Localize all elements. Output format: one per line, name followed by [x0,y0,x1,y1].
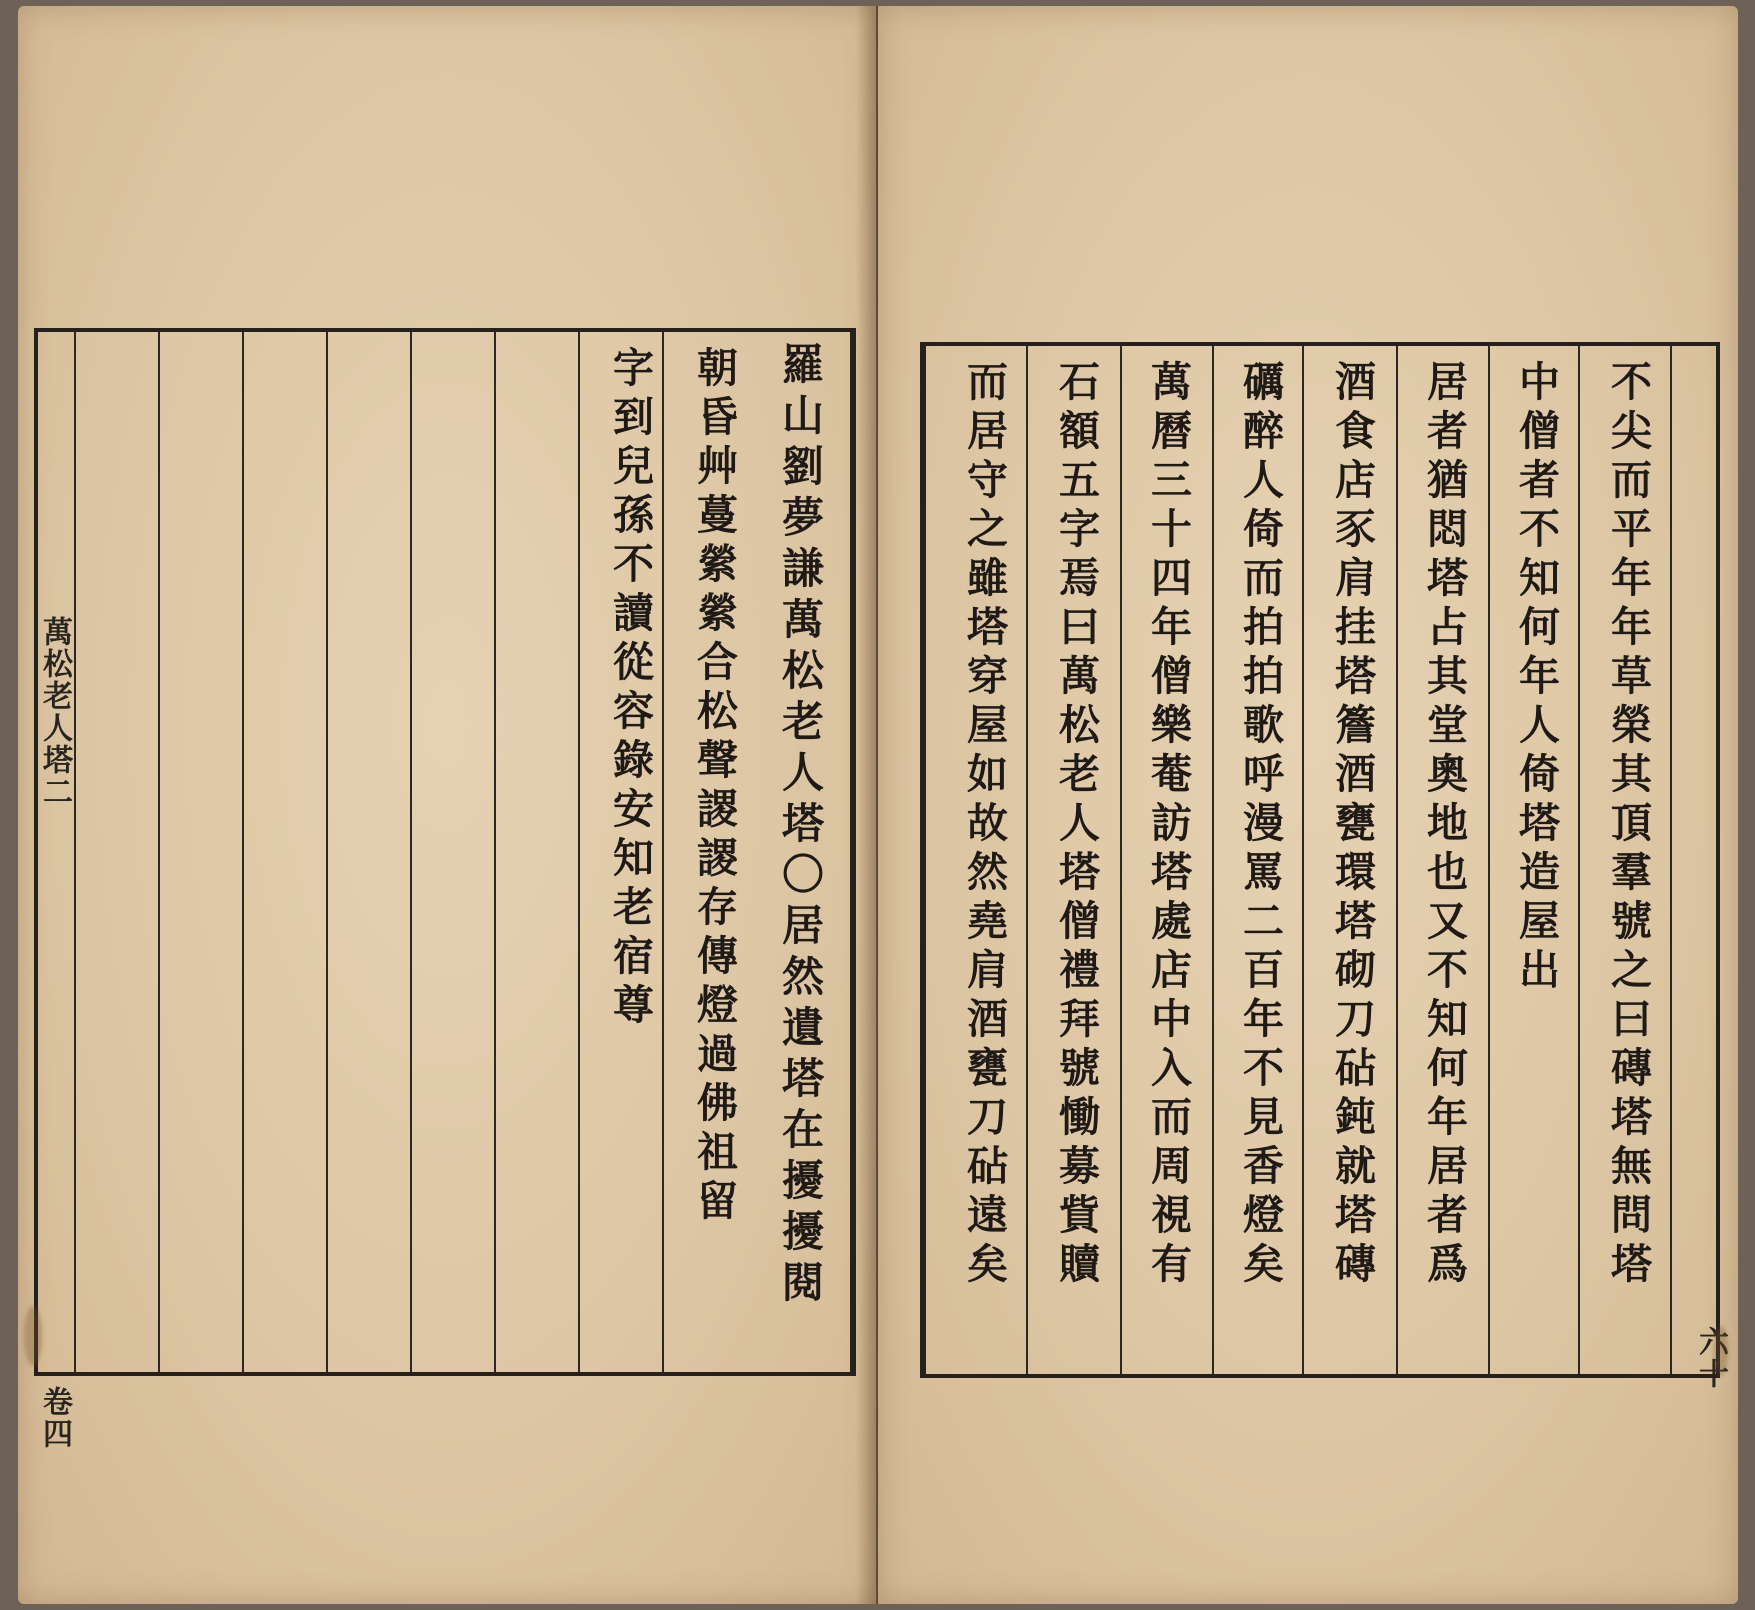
text-line-4: 酒食店豕肩挂塔簷酒甕環塔砌刀砧鈍就塔磚 [1328,360,1376,1291]
column-rule [242,332,244,1372]
left-page-frame [34,328,856,1376]
margin-title: 萬松老人塔二 [37,616,72,808]
column-rule [578,332,580,1372]
text-line-3: 居者猶悶塔占其堂奧地也又不知何年居者爲 [1420,360,1468,1291]
paper-stain [1714,1326,1728,1376]
column-rule [494,332,496,1372]
column-rule [1026,346,1028,1374]
column-rule [1212,346,1214,1374]
page-number: 六十 [1693,1326,1728,1390]
poem-line-2: 字到兒孫不讀從容錄安知老宿尊 [606,346,654,1032]
margin-volume: 卷四 [37,1386,72,1450]
column-rule [1120,346,1122,1374]
text-line-2: 中僧者不知何年人倚塔造屋出 [1512,360,1560,997]
poem-heading: 羅山劉夢謙萬松老人塔〇居然遺塔在擾擾閱 [776,342,825,1311]
column-rule [1488,346,1490,1374]
right-page-frame [920,342,1720,1378]
text-line-6: 萬曆三十四年僧樂菴訪塔處店中入而周視有 [1144,360,1192,1291]
paper-stain [24,1306,42,1366]
text-line-1: 不尖而平年年草榮其頂羣號之曰磚塔無問塔 [1604,360,1652,1291]
column-rule [74,332,76,1372]
text-line-5: 礪醉人倚而拍拍歌呼漫罵二百年不見香燈矣 [1236,360,1284,1291]
text-line-8: 而居守之雖塔穿屋如故然堯肩酒甕刀砧遠矣 [960,360,1008,1291]
column-rule [326,332,328,1372]
column-rule [1670,346,1672,1374]
poem-line-1: 朝昏艸蔓縈縈合松聲謖謖存傳燈過佛祖留 [690,346,738,1228]
column-rule [1396,346,1398,1374]
column-rule [410,332,412,1372]
left-page [18,6,876,1604]
right-page [878,6,1738,1604]
column-rule [158,332,160,1372]
text-line-7: 石額五字焉曰萬松老人塔僧禮拜號慟募貲贖 [1052,360,1100,1291]
column-rule [1578,346,1580,1374]
column-rule [1302,346,1304,1374]
